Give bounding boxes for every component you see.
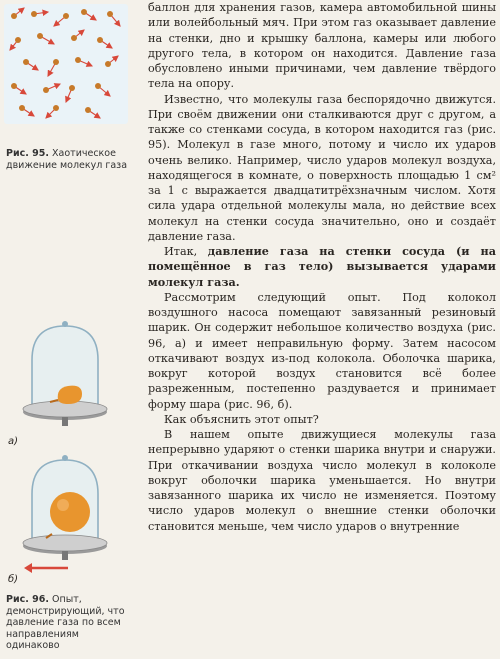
figure-95-caption — [6, 148, 134, 171]
figure-96-label-a: а) — [8, 436, 19, 447]
figure-95-number: Рис. 95. — [6, 148, 49, 159]
figure-96-caption — [6, 594, 134, 652]
figure-95-molecules — [4, 4, 128, 124]
definition-bold: давление газа на стенки сосуда (и на помещённое в газ тело) вызывается ударами молекул газа. — [148, 244, 496, 289]
figure-96a-bell-jar — [10, 318, 120, 438]
figure-96-label-b: б) — [8, 574, 19, 585]
paragraph-5: Как объяснить этот опыт? — [164, 412, 319, 426]
figure-95-caption-text: Хаотическое движение молекул газа — [6, 148, 128, 171]
figure-96b-bell-jar — [10, 452, 120, 577]
main-text-column — [148, 0, 496, 534]
figure-96-number: Рис. 96. — [6, 594, 49, 605]
paragraph-1: баллон для хранения газов, камера автомобильной шины или волейбольный мяч. При этом газ оказывает давление на стенки, дно и крышку баллона, камеры или любого другого тела, в котором он находится. Давление газа обусловлено иными причинами, чем давление твёрдого тела на опору. — [148, 1, 496, 91]
paragraph-2: Известно, что молекулы газа беспорядочно движутся. При своём движении они сталкиваются друг с другом, а также со стенками сосуда, в котором находится газ (рис. 95). Молекул в газе много, потому и число их ударов очень велико. Например, число ударов молекул воздуха, находящегося в комнате, о поверхность площадью 1 см² за 1 с выражается двадцатитрёхзначным числом. Хотя сила удара отдельной молекулы мала, но действие всех молекул на стенки сосуда значительно, оно и создаёт давление газа. — [148, 92, 496, 243]
left-column — [0, 0, 150, 659]
paragraph-6: В нашем опыте движущиеся молекулы газа непрерывно ударяют о стенки шарика внутри и снаружи. При откачивании воздуха число молекул в колоколе вокруг оболочки шарика уменьшается. Но внутри завязанного шарика их число не изменяется. Поэтому число ударов молекул о внешние стенки оболочки становится меньше, чем число ударов о внутренние — [148, 428, 496, 533]
paragraph-4: Рассмотрим следующий опыт. Под колокол воздушного насоса помещают завязанный резиновый шарик. Он содержит небольшое количество воздуха (рис. 96, а) и имеет неправильную форму. Затем насосом откачивают воздух из-под колокола. Оболочка шарика, вокруг которой воздух становится всё более разреженным, постепенно раздувается и принимает форму шара (рис. 96, б). — [148, 290, 496, 411]
definition-lead: Итак, — [164, 245, 198, 258]
figure-96-caption-text: Опыт, демонстрирующий, что давление газа по всем направлениям одинаково — [6, 594, 125, 651]
molecules-diagram — [4, 4, 128, 124]
paragraph-3-definition — [148, 244, 496, 290]
